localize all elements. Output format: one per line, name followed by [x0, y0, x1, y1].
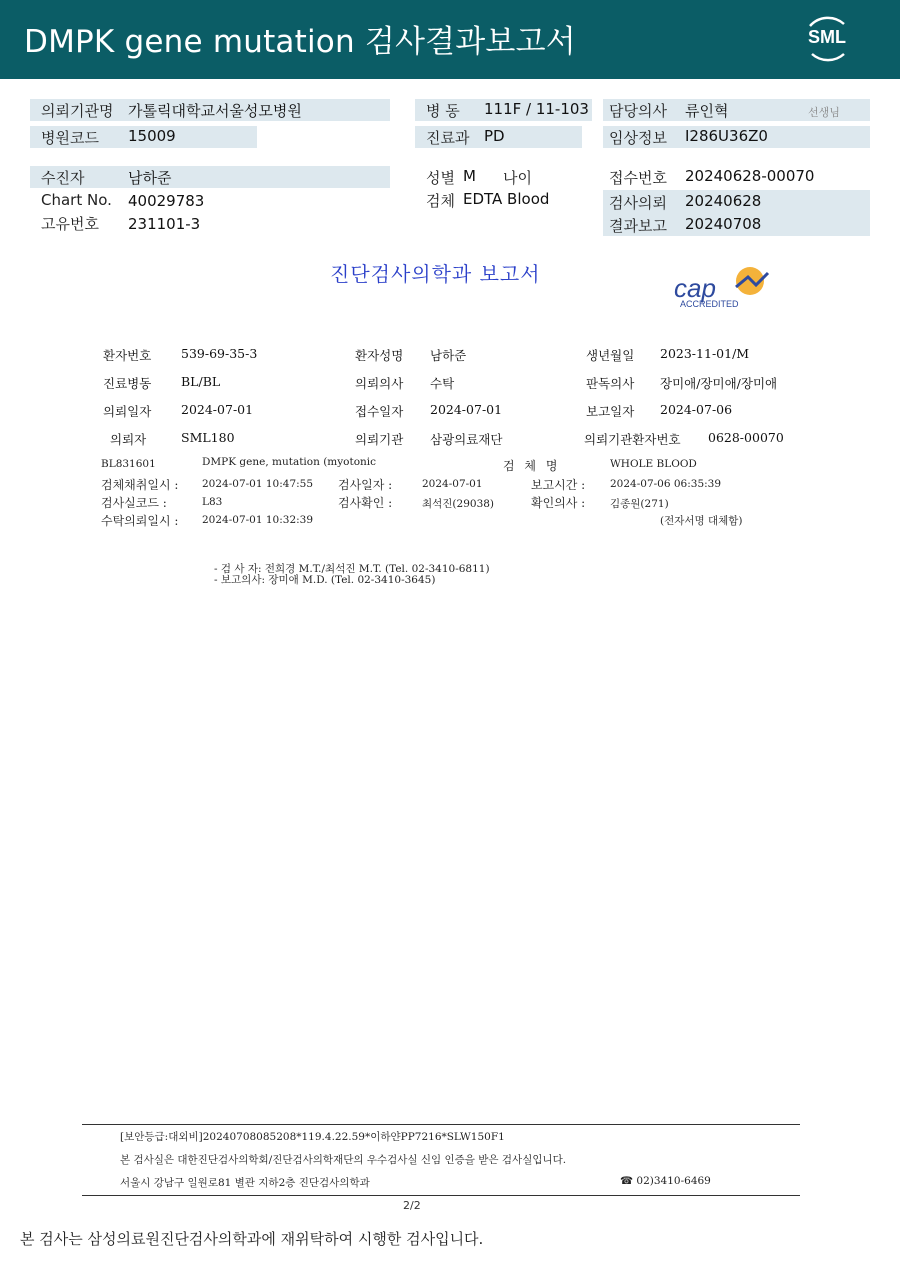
sex-value: M	[463, 167, 476, 185]
report-cell: 삼광의료재단	[430, 432, 503, 447]
page-number: 2/2	[403, 1199, 421, 1212]
receive-value: 2024-07-01 10:32:39	[202, 514, 314, 526]
request-value: 20240628	[685, 192, 762, 210]
chart-label: Chart No.	[41, 191, 112, 209]
report-cell: 의뢰의사	[355, 376, 404, 391]
report-cell: 수탁	[430, 376, 455, 391]
request-label: 검사의뢰	[609, 194, 667, 212]
report-cell: 진료병동	[103, 376, 152, 391]
footer-bottom-rule	[82, 1195, 800, 1196]
confirm-value: 최석진(29038)	[422, 498, 495, 510]
doctor-label: 담당의사	[609, 102, 667, 120]
collect-label: 검체채취일시 :	[101, 478, 179, 492]
report-cell: 환자번호	[103, 348, 152, 363]
report-cell: 2023-11-01/M	[660, 346, 750, 361]
receipt-label: 접수번호	[609, 169, 667, 187]
receive-label: 수탁의뢰일시 :	[101, 514, 179, 528]
cap-accredited-logo	[672, 265, 782, 313]
institution-value: 가톨릭대학교서울성모병원	[128, 102, 302, 120]
doctor-suffix: 선생님	[808, 106, 840, 119]
report-value: 20240708	[685, 215, 762, 233]
specimen-label: 검체	[426, 192, 455, 210]
report-cell: 2024-07-01	[430, 402, 503, 417]
report-cell: 보고일자	[586, 404, 635, 419]
report-time-label: 보고시간 :	[531, 478, 586, 492]
report-cell: 2024-07-06	[660, 402, 733, 417]
referral-note: 본 검사는 삼성의료원진단검사의학과에 재위탁하여 시행한 검사입니다.	[20, 1230, 484, 1248]
reporter-line: - 보고의사: 장미애 M.D. (Tel. 02-3410-3645)	[214, 574, 436, 586]
patient-label: 수진자	[41, 169, 85, 187]
test-name: DMPK gene, mutation (myotonic	[202, 456, 377, 468]
report-cell: BL/BL	[181, 374, 221, 389]
report-cell: 남하준	[430, 348, 467, 363]
institution-label: 의뢰기관명	[41, 102, 114, 120]
specimen-value: EDTA Blood	[463, 190, 550, 208]
report-cell: 접수일자	[355, 404, 404, 419]
hospital-code-label: 병원코드	[41, 129, 99, 147]
clinical-value: I286U36Z0	[685, 127, 768, 145]
report-cell: 생년월일	[586, 348, 635, 363]
address-line: 서울시 강남구 일원로81 별관 지하2층 진단검사의학과	[120, 1177, 370, 1189]
report-cell: SML180	[181, 430, 235, 445]
receipt-value: 20240628-00070	[685, 167, 815, 185]
collect-value: 2024-07-01 10:47:55	[202, 478, 314, 490]
tester-line: - 검 사 자: 전희경 M.T./최석진 M.T. (Tel. 02-3410-6811)	[214, 563, 490, 575]
report-cell: 판독의사	[586, 376, 635, 391]
security-line: [보안등급:대외비]20240708085208*119.4.22.59*이하얀PP7216*SLW150F1	[120, 1131, 505, 1143]
report-title: 진단검사의학과 보고서	[330, 262, 541, 286]
dept-label: 진료과	[426, 129, 470, 147]
report-cell: 의뢰자	[110, 432, 147, 447]
report-cell: 장미애/장미애/장미애	[660, 376, 778, 391]
phone-line: ☎ 02)3410-6469	[620, 1175, 711, 1187]
specimen-name-value: WHOLE BLOOD	[610, 458, 697, 470]
age-label: 나이	[503, 169, 532, 187]
confirm-doctor-label: 확인의사 :	[531, 496, 586, 510]
report-cell: 2024-07-01	[181, 402, 254, 417]
certification-line: 본 검사실은 대한진단검사의학회/진단검사의학재단의 우수검사실 신임 인증을 받은 검사실입니다.	[120, 1154, 567, 1166]
report-cell: 의뢰기관	[355, 432, 404, 447]
report-cell: 의뢰기관환자번호	[584, 432, 681, 447]
report-label: 결과보고	[609, 217, 667, 235]
sml-logo-text: SML	[808, 27, 846, 47]
confirm-label: 검사확인 :	[338, 496, 393, 510]
report-cell: 의뢰일자	[103, 404, 152, 419]
cap-mark-icon	[730, 265, 770, 299]
hospital-code-value: 15009	[128, 127, 176, 145]
chart-value: 40029783	[128, 192, 205, 210]
report-cell: 0628-00070	[708, 430, 784, 445]
unique-label: 고유번호	[41, 215, 99, 233]
patient-value: 남하준	[128, 169, 172, 187]
report-header	[0, 0, 900, 79]
ward-label: 병 동	[426, 102, 460, 120]
cap-logo-subtext: ACCREDITED	[680, 299, 739, 309]
esign-note: (전자서명 대체함)	[660, 515, 743, 527]
cap-logo-text: cap	[674, 273, 716, 303]
specimen-name-label: 검 체 명	[503, 459, 561, 473]
report-cell: 환자성명	[355, 348, 404, 363]
lab-code-value: L83	[202, 496, 223, 508]
dept-value: PD	[484, 127, 505, 145]
footer-top-rule	[82, 1124, 800, 1125]
exam-date-value: 2024-07-01	[422, 478, 483, 490]
ward-value: 111F / 11-103	[484, 100, 589, 118]
exam-date-label: 검사일자 :	[338, 478, 393, 492]
clinical-label: 임상정보	[609, 129, 667, 147]
lab-code-label: 검사실코드 :	[101, 496, 167, 510]
doctor-value: 류인혁	[685, 102, 729, 120]
report-time-value: 2024-07-06 06:35:39	[610, 478, 722, 490]
sex-label: 성별	[426, 169, 455, 187]
document-title: DMPK gene mutation 검사결과보고서	[24, 24, 576, 60]
test-code: BL831601	[101, 458, 156, 470]
confirm-doctor-value: 김종원(271)	[610, 498, 669, 510]
unique-value: 231101-3	[128, 215, 201, 233]
report-cell: 539-69-35-3	[181, 346, 258, 361]
